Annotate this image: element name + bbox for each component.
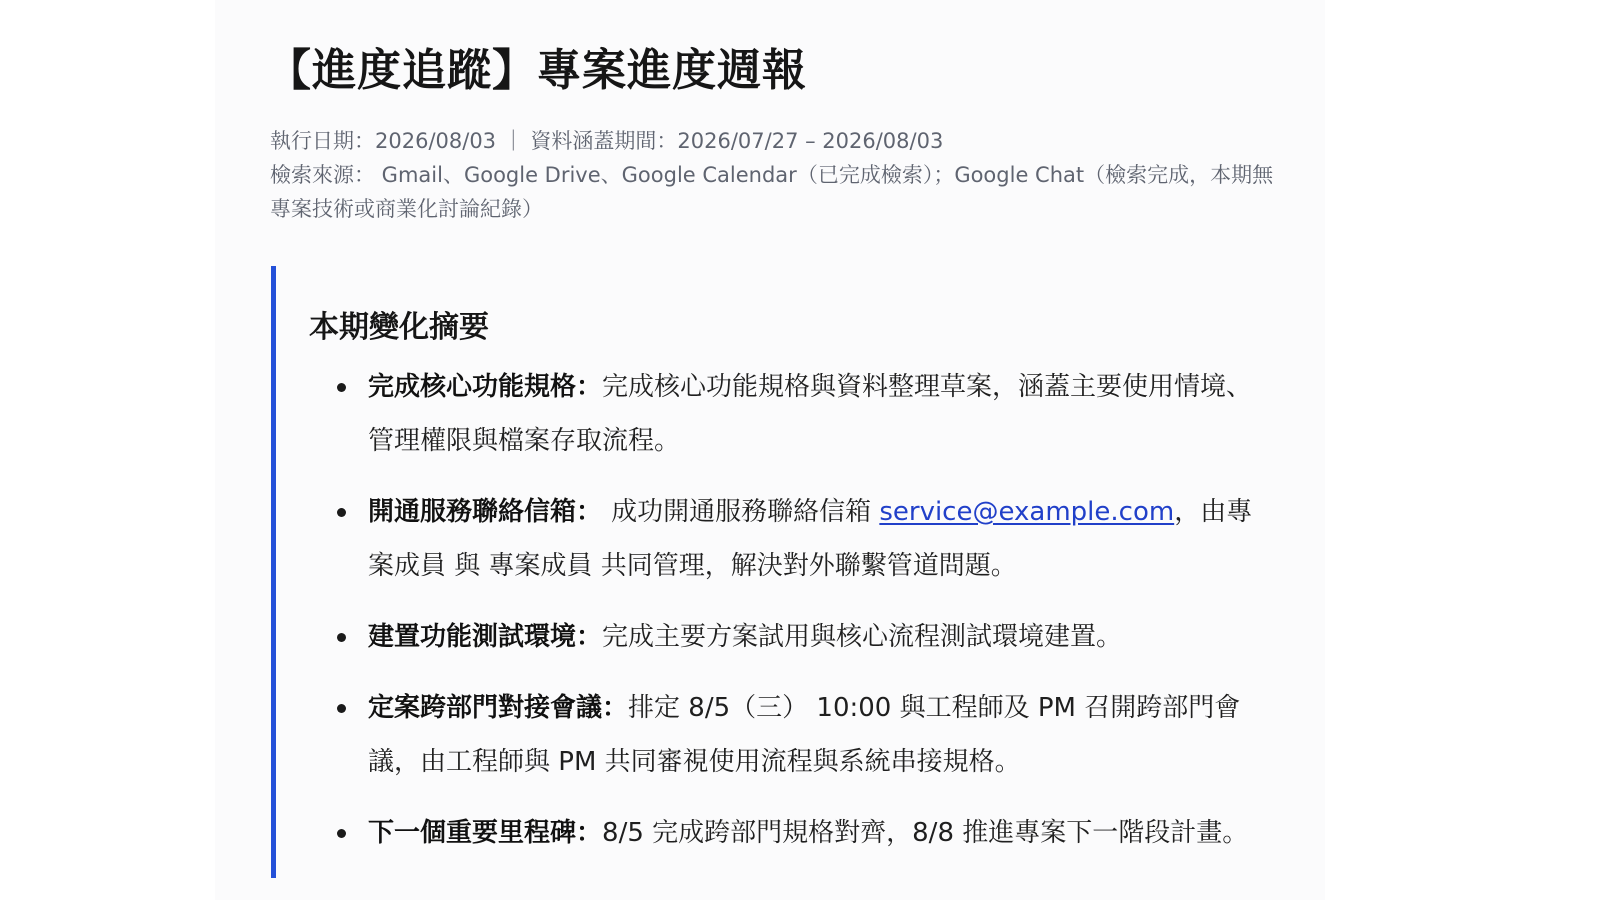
summary-item-separator: ：	[602, 693, 629, 723]
summary-item-title: 建置功能測試環境	[368, 622, 577, 652]
bullet-icon	[337, 508, 346, 517]
summary-item-test-environment	[310, 610, 1270, 664]
bullet-icon	[337, 383, 346, 392]
summary-item-title: 下一個重要里程碑	[368, 818, 577, 848]
summary-item-separator: ：	[576, 818, 603, 848]
bullet-icon	[337, 829, 346, 838]
summary-list	[310, 360, 1270, 877]
summary-item-title: 開通服務聯絡信箱	[368, 497, 577, 527]
summary-item-text: 排定 8/5（三） 10:00 與工程師及 PM 召開跨部門會議，由工程師與 PM 共同審視使用流程與系統串接規格。	[368, 693, 1241, 777]
summary-item-core-spec	[310, 360, 1270, 468]
summary-item-separator: ：	[576, 497, 612, 527]
bullet-icon	[337, 704, 346, 713]
report-page	[215, 0, 1325, 900]
page-title: 【進度追蹤】專案進度週報	[267, 45, 807, 96]
summary-item-text: 完成主要方案試用與核心流程測試環境建置。	[602, 622, 1123, 652]
summary-item-text: 完成核心功能規格與資料整理草案，涵蓋主要使用情境、管理權限與檔案存取流程。	[368, 372, 1253, 456]
summary-item-title: 定案跨部門對接會議	[368, 693, 603, 723]
summary-item-cross-department-meeting	[310, 681, 1270, 789]
change-summary-section	[271, 266, 1286, 878]
summary-item-separator: ：	[576, 372, 603, 402]
search-sources: 檢索來源： Gmail、Google Drive、Google Calendar（已完成檢索）；Google Chat（檢索完成，本期無專案技術或商業化討論紀錄）	[270, 163, 1274, 221]
summary-item-text-before: 成功開通服務聯絡信箱	[611, 497, 880, 527]
summary-title: 本期變化摘要	[309, 310, 489, 345]
bullet-icon	[337, 633, 346, 642]
summary-item-separator: ：	[576, 622, 603, 652]
summary-item-text-after: ，由專案成員 與 專案成員 共同管理，解決對外聯繫管道問題。	[368, 497, 1253, 581]
report-meta	[270, 124, 1275, 226]
summary-item-service-mailbox	[310, 485, 1270, 593]
summary-item-title: 完成核心功能規格	[368, 372, 577, 402]
execution-date-and-period: 執行日期：2026/08/03 ｜ 資料涵蓋期間：2026/07/27 – 2026/08/03	[270, 129, 944, 153]
summary-item-next-milestone	[310, 806, 1270, 860]
summary-item-text: 8/5 完成跨部門規格對齊，8/8 推進專案下一階段計畫。	[602, 818, 1249, 848]
service-email-link[interactable]: service@example.com	[879, 497, 1175, 527]
